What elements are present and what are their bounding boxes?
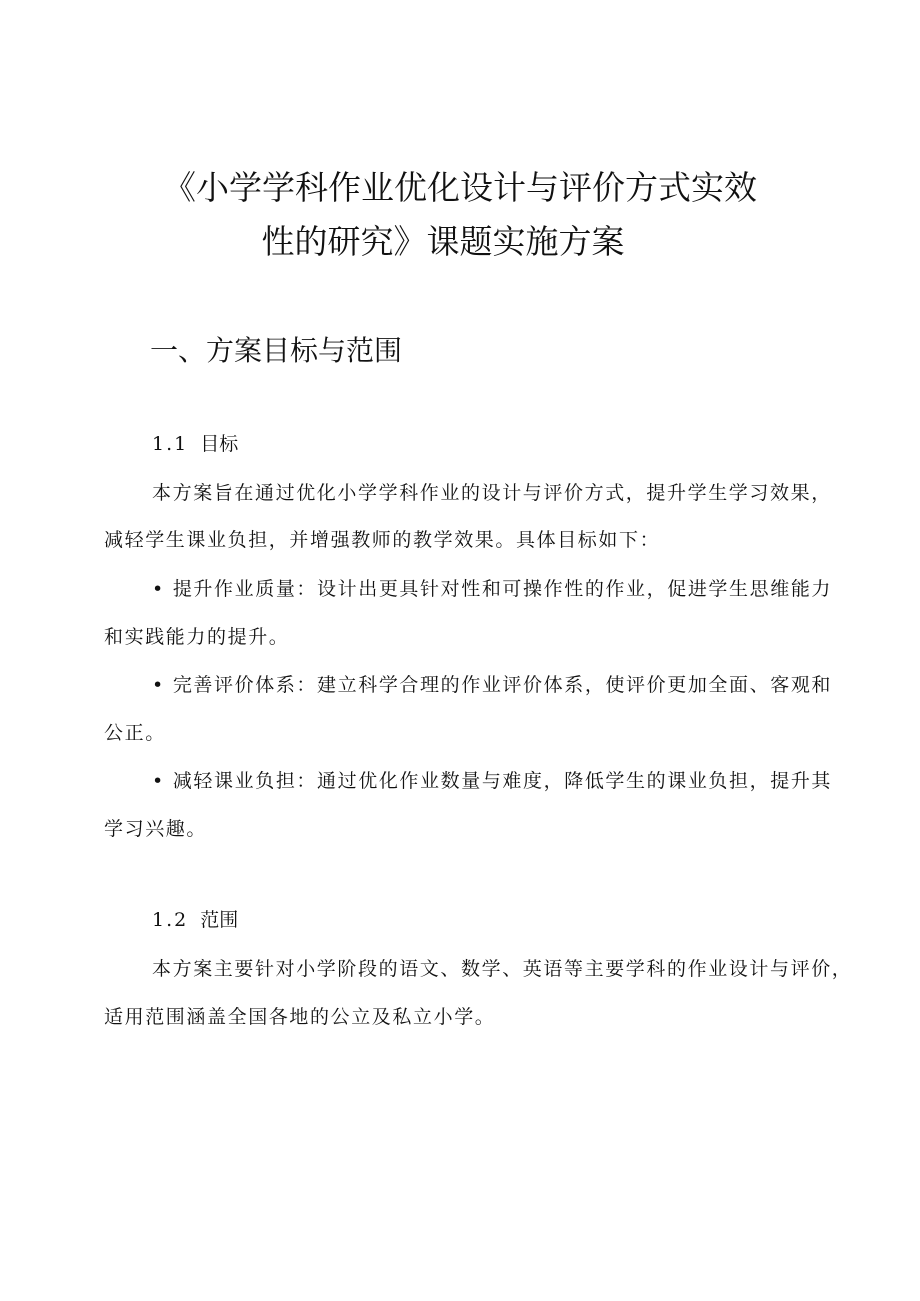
bullet-item-2-line-1 [152,673,832,697]
bullet-item-1-line-2: 和实践能力的提升。 [104,626,290,648]
bullet-item-3-line-2: 学习兴趣。 [104,818,208,840]
bullet-text: 提升作业质量：设计出更具针对性和可操作性的作业，促进学生思维能力 [172,578,833,600]
subsection-number: 1.1 [152,433,189,455]
paragraph-line: 本方案旨在通过优化小学学科作业的设计与评价方式，提升学生学习效果， [152,482,832,504]
bullet-item-2-line-2: 公正。 [104,722,166,744]
bullet-marker: • [152,674,165,696]
bullet-text: 完善评价体系：建立科学合理的作业评价体系，使评价更加全面、客观和 [172,674,833,696]
bullet-marker: • [152,770,165,792]
subsection-heading-scope [152,908,238,932]
section-heading-objectives-scope: 一、方案目标与范围 [150,334,403,367]
bullet-item-3-line-1 [152,769,832,793]
paragraph-line: 适用范围涵盖全国各地的公立及私立小学。 [104,1006,496,1028]
document-title-line-2: 性的研究》课题实施方案 [261,222,625,261]
subsection-label: 目标 [200,433,239,455]
bullet-item-1-line-1 [152,577,832,601]
subsection-heading-target [152,432,238,456]
subsection-number: 1.2 [152,909,189,931]
paragraph-line: 本方案主要针对小学阶段的语文、数学、英语等主要学科的作业设计与评价， [152,958,853,980]
subsection-label: 范围 [200,909,239,931]
document-title-line-1: 《小学学科作业优化设计与评价方式实效 [163,168,757,207]
bullet-marker: • [152,578,165,600]
bullet-text: 减轻课业负担：通过优化作业数量与难度，降低学生的课业负担，提升其 [172,770,833,792]
paragraph-line: 减轻学生课业负担，并增强教师的教学效果。具体目标如下： [104,529,661,551]
